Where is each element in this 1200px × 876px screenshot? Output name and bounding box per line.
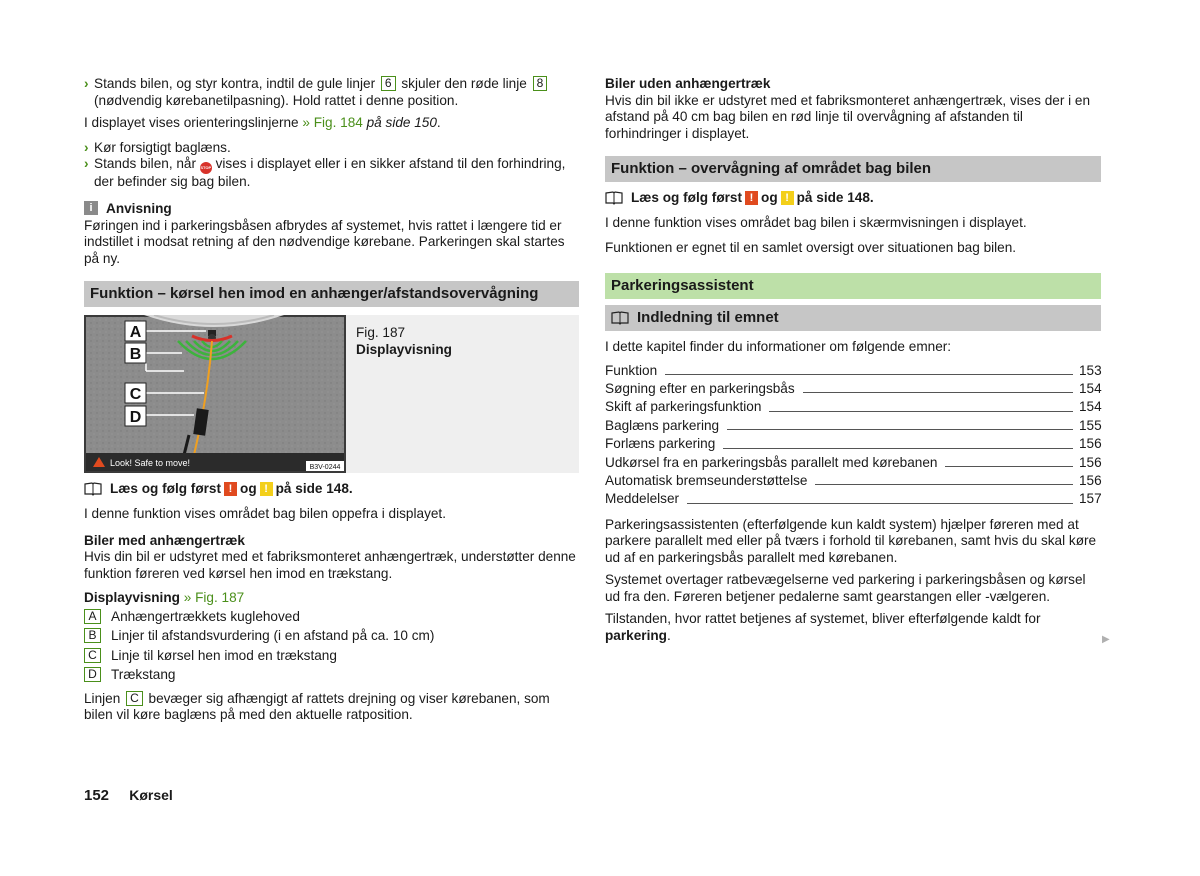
figure-187 [84, 315, 579, 473]
toc-item[interactable]: Skift af parkeringsfunktion 154 [605, 399, 1102, 415]
intro-text: I dette kapitel finder du informationer om følgende emner: [605, 339, 952, 354]
parking-assist-paragraph-1: Parkeringsassistenten (efterfølgende kun kaldt system) hjælper føreren med at parkere parallelt med eller på tværs i forhold til kørebanen, samt hvis du skal køre ud af en parkeringsbås parallelt med kørebanen. [605, 516, 1097, 565]
figure-title: Displayvisning [356, 341, 452, 357]
figure-label-a: A [129, 324, 142, 341]
parking-assist-paragraph-2: Systemet overtager ratbevægelserne ved parkering i parkeringsbåsen og kørsel ud fra den. Føreren betjener pedalerne samt gearstangen eller -vælgeren. [605, 572, 1086, 604]
legend-key: B [84, 628, 101, 643]
chapter-name: Kørsel [129, 787, 173, 803]
rear-area-paragraph-1: I denne funktion vises området bag bilen i skærmvisningen i displayet. [605, 215, 1027, 230]
toc-item[interactable]: Baglæns parkering 155 [605, 417, 1102, 433]
page-number: 152 [84, 787, 110, 804]
warning-icon: ! [745, 191, 758, 205]
page-footer [84, 787, 189, 804]
toc-item[interactable]: Funktion 153 [605, 362, 1102, 378]
step-text: Stands bilen, og styr kontra, indtil de gule linjer [94, 76, 376, 91]
fig-184-link[interactable]: » Fig. 184 [302, 115, 363, 130]
parking-assist-paragraph-3: Tilstanden, hvor rattet betjenes af systemet, bliver efterfølgende kaldt for parkering. [605, 611, 1041, 643]
display-paragraph: I displayet vises orienteringslinjerne » Fig. 184 på side 150. [84, 115, 441, 130]
continue-arrow-icon: ▶ [1102, 634, 1110, 645]
toc-item[interactable]: Forlæns parkering 156 [605, 436, 1102, 452]
step-text: skjuler den røde linje [401, 76, 527, 91]
section-heading-rear-area: Funktion – overvågning af området bag bilen [605, 156, 1101, 182]
without-towbar-paragraph: Hvis din bil ikke er udstyret med et fabriksmonteret anhængertræk, vises der i en afstand på 40 cm bag bilen en rød linje til overvågning af afstanden til forhindringer i displayet. [605, 92, 1091, 141]
line-c-paragraph: Linjen C bevæger sig afhængigt af rattets drejning og viser kørebanen, som bilen vil køre baglæns på med den aktuelle ratposition. [84, 690, 550, 722]
legend-item [84, 646, 579, 666]
toc-item[interactable]: Meddelelser 157 [605, 491, 1102, 507]
stop-icon: STOP [200, 162, 212, 174]
fig-187-link[interactable]: » Fig. 187 [183, 590, 245, 605]
key-8: 8 [533, 76, 548, 91]
right-column [605, 76, 1101, 644]
legend-text: Linjer til afstandsvurdering (i en afstand på ca. 10 cm) [111, 628, 435, 643]
read-first-line: Læs og følg først ! og ! på side 148. [605, 190, 1101, 205]
warning-icon: ! [224, 482, 237, 496]
page-ref: på side 150 [366, 115, 437, 130]
legend-key: A [84, 609, 101, 624]
toc-item[interactable]: Udkørsel fra en parkeringsbås parallelt med kørebanen 156 [605, 454, 1102, 470]
info-icon: i [84, 201, 98, 215]
figure-label-b: B [129, 346, 142, 363]
key-c: C [126, 691, 143, 706]
rear-camera-illustration [84, 315, 346, 473]
section-heading-trailer: Funktion – kørsel hen imod en anhænger/afstandsovervågning [84, 281, 579, 307]
legend-item [84, 626, 579, 646]
legend-key: C [84, 648, 101, 663]
left-column [84, 76, 579, 724]
subheading-without-towbar: Biler uden anhængertræk [605, 76, 771, 91]
intro-heading [605, 305, 1101, 331]
legend-key: D [84, 667, 101, 682]
legend-item [84, 607, 579, 627]
step-reverse [84, 140, 579, 157]
step-arrow-icon: › [84, 139, 89, 155]
display-image [84, 315, 346, 473]
step-arrow-icon: › [84, 76, 89, 91]
figure-warning-text: Look! Safe to move! [110, 458, 191, 468]
read-first-line: Læs og følg først ! og ! på side 148. [84, 481, 579, 496]
step-text: Kør forsigtigt baglæns. [94, 139, 231, 155]
book-icon [611, 311, 629, 325]
figure-label-d: D [129, 409, 142, 426]
legend-text: Trækstang [111, 667, 176, 682]
toc-item[interactable]: Søgning efter en parkeringsbås 154 [605, 380, 1102, 396]
function-paragraph: I denne funktion vises området bag bilen oppefra i displayet. [84, 506, 446, 521]
note-text: Føringen ind i parkeringsbåsen afbrydes af systemet, hvis rattet i længere tid er indstillet i modsat retning af den nødvendige kørebane. Parkeringen skal startes på ny. [84, 217, 565, 266]
legend-list [84, 607, 579, 685]
subheading-with-towbar: Biler med anhængertræk [84, 532, 245, 548]
step-text: (nødvendig kørebanetilpasning). Hold rattet i denne position. [94, 92, 459, 108]
figure-number: Fig. 187 [356, 325, 406, 340]
with-towbar-paragraph: Hvis din bil er udstyret med et fabriksmonteret anhængertræk, understøtter denne funktion føreren ved kørsel hen imod en trækstang. [84, 549, 576, 581]
book-icon [84, 482, 102, 496]
step-stop-steer [84, 76, 579, 109]
figure-caption [346, 315, 452, 473]
step-text: Stands bilen, når [94, 156, 197, 171]
caution-icon: ! [781, 191, 794, 205]
figure-label-c: C [129, 386, 142, 403]
figure-code: B3V-0244 [309, 464, 341, 471]
book-icon [605, 191, 623, 205]
legend-text: Linje til kørsel hen imod en trækstang [111, 647, 337, 663]
step-text: vises i displayet eller i en sikker afstand til den forhindring, der befinder sig bag bilen. [94, 156, 566, 189]
toc-item[interactable]: Automatisk bremseunderstøttelse 156 [605, 472, 1102, 488]
key-6: 6 [381, 76, 396, 91]
caution-icon: ! [260, 482, 273, 496]
step-arrow-icon: › [84, 156, 89, 171]
rear-area-paragraph-2: Funktionen er egnet til en samlet oversigt over situationen bag bilen. [605, 239, 1017, 255]
note-title: Anvisning [106, 200, 172, 216]
intro-title: Indledning til emnet [637, 309, 779, 326]
step-stop [84, 156, 579, 191]
table-of-contents [605, 362, 1101, 509]
chapter-heading-parking-assist: Parkeringsassistent [605, 273, 1101, 299]
display-label: Displayvisning » Fig. 187 [84, 590, 245, 605]
note-heading [84, 201, 579, 216]
legend-text: Anhængertrækkets kuglehoved [111, 608, 300, 624]
legend-item [84, 665, 579, 685]
